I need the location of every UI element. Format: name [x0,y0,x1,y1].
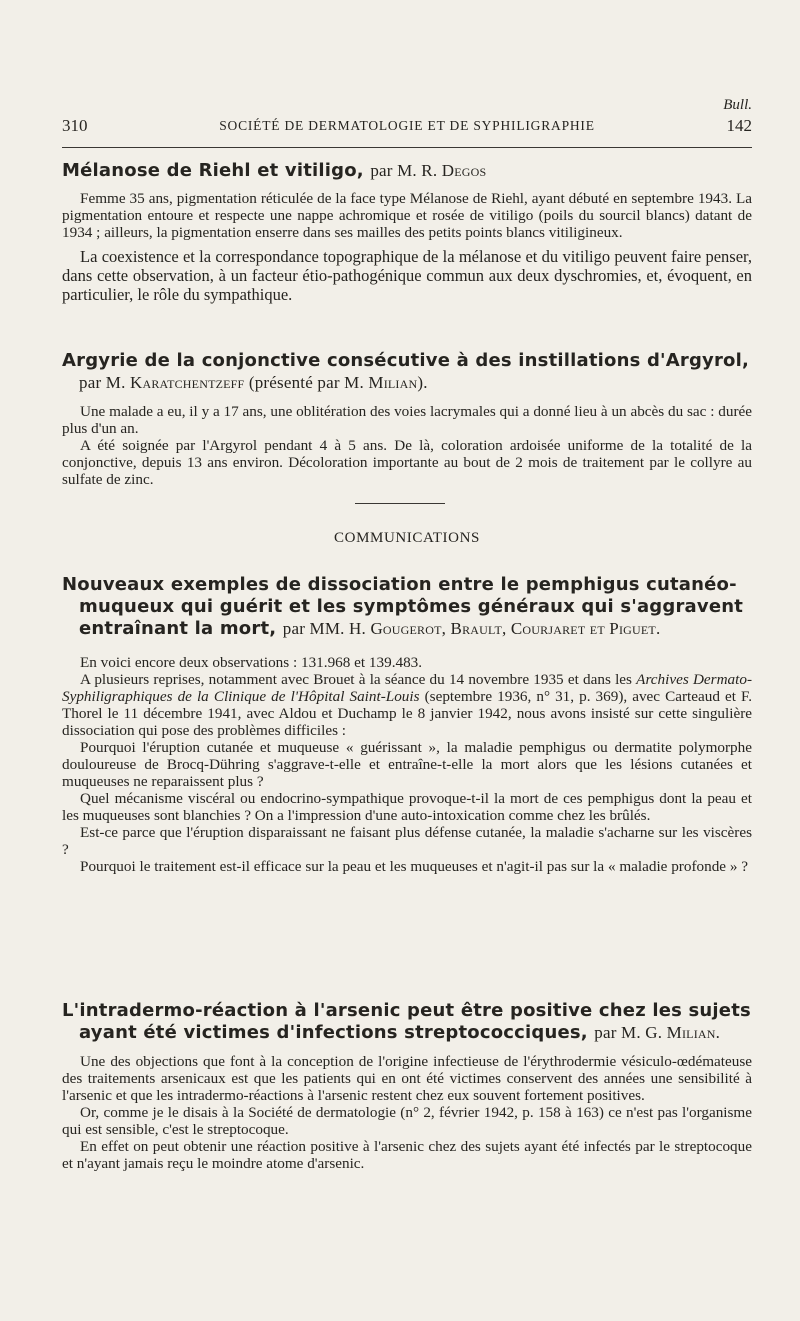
paragraph: Or, comme je le disais à la Société de dermatologie (n° 2, février 1942, p. 158 à 163) ce n'est pas l'organisme qui est sensible, c'est le streptocoque. [62,1104,752,1138]
paragraph: A été soignée par l'Argyrol pendant 4 à 5 ans. De là, coloration ardoisée uniforme de la totalité de la conjonctive, depuis 13 ans environ. Décoloration importante au bout de 2 mois de traitement par le collyre au sulfate de zinc. [62,437,752,488]
article-arsenic [62,1000,752,1172]
title-text: Mélanose de Riehl et vitiligo, [62,160,364,181]
paragraph: Femme 35 ans, pigmentation réticulée de la face type Mélanose de Riehl, ayant débuté en septembre 1943. La pigmentation entoure et respecte une nappe achromique et rosée de vitiligo (poils du sourcil blancs) datant de 1934 ; ailleurs, la pigmentation enserre dans ses mailles des petits points blancs vitiligineux. [62,190,752,241]
byline: par M. Karatchentzeff (présenté par M. Milian). [79,373,428,392]
byline: par MM. H. Gougerot, Brault, Courjaret et Piguet. [282,619,661,638]
paragraph: En effet on peut obtenir une réaction positive à l'arsenic chez des sujets ayant été infectés par le streptocoque et n'ayant jamais reçu le moindre atome d'arsenic. [62,1138,752,1172]
title-text: L'intradermo-réaction à l'arsenic peut être positive chez les sujets ayant été victimes d'infections streptococciques, [62,1000,751,1043]
volume-number: 142 [726,116,752,135]
paragraph: Une malade a eu, il y a 17 ans, une oblitération des voies lacrymales qui a donné lieu à un abcès du sac : durée plus d'un an. [62,403,752,437]
page-number: 310 [62,116,88,135]
byline: par M. R. Degos [370,161,487,180]
paragraph: A plusieurs reprises, notamment avec Brouet à la séance du 14 novembre 1935 et dans les Archives Dermato-Syphiligraphiques de la Clinique de l'Hôpital Saint-Louis (septembre 1936, n° 31, p. 369), avec Carteaud et F. Thorel le 11 décembre 1941, avec Aldou et Duchamp le 8 janvier 1942, nous avons insisté sur cette singulière dissociation qui pose des problèmes difficiles : [62,671,753,739]
bull-label: Bull. [723,97,752,113]
paragraph: La coexistence et la correspondance topographique de la mélanose et du vitiligo peuvent faire penser, dans cette observation, à un facteur étio-pathogénique commun aux deux dyschromies, et, évoquent, en particulier, le rôle du sympathique. [62,247,752,304]
article-argyrie [62,350,752,488]
paragraph: Pourquoi le traitement est-il efficace sur la peau et les muqueuses et n'agit-il pas sur la « maladie profonde » ? [80,858,748,875]
byline: par M. G. Milian. [594,1023,721,1042]
header-rule [62,147,752,148]
paragraph: Quel mécanisme viscéral ou endocrino-sympathique provoque-t-il la mort de ces pemphigus dont la peau et les muqueuses sont blanchies ? On a l'impression d'une auto-intoxication comme chez les brûlés. [62,790,752,824]
article-title [62,160,752,182]
title-text: Nouveaux exemples de dissociation entre le pemphigus cutanéo-muqueux qui guérit et les symptômes généraux qui s'aggravent entraînant la mort, [62,574,744,639]
paragraph: Est-ce parce que l'éruption disparaissant ne faisant plus défense cutanée, la maladie s'acharne sur les viscères ? [62,824,752,858]
running-title: SOCIÉTÉ DE DERMATOLOGIE ET DE SYPHILIGRAPHIE [219,118,595,133]
article-pemphigus [62,574,752,875]
article-title [62,1000,752,1044]
section-heading: COMMUNICATIONS [334,530,480,546]
article-title [62,574,752,640]
separator-rule [355,503,445,504]
article-title [62,350,752,394]
paragraph: En voici encore deux observations : 131.968 et 139.483. [80,654,423,671]
author-name: Milian [666,1023,716,1042]
author-name: Karatchentzeff [129,373,245,392]
author-names: Gougerot, Brault, Courjaret et Piguet [370,619,656,638]
presenter-name: Milian [368,373,418,392]
author-name: Degos [441,161,487,180]
title-text: Argyrie de la conjonctive consécutive à des instillations d'Argyrol, [62,350,750,371]
running-header [62,116,752,140]
article-melanose [62,160,752,304]
journal-title: Archives Dermato-Syphiligraphiques de la Clinique de l'Hôpital Saint-Louis [62,671,753,705]
paragraph: Pourquoi l'éruption cutanée et muqueuse « guérissant », la maladie pemphigus ou dermatite polymorphe douloureuse de Brocq-Dühring s'aggrave-t-elle et entraîne-t-elle la mort alors que les lésions cutanées et muqueuses ne reparaissent plus ? [62,739,752,790]
paragraph: Une des objections que font à la conception de l'origine infectieuse de l'érythrodermie vésiculo-œdémateuse des traitements arsenicaux est que les patients qui en ont été victimes conservent des années une sensibilité à l'arsenic et que les intradermo-réactions à l'arsenic restent chez eux souvent fortement positives. [62,1053,752,1104]
